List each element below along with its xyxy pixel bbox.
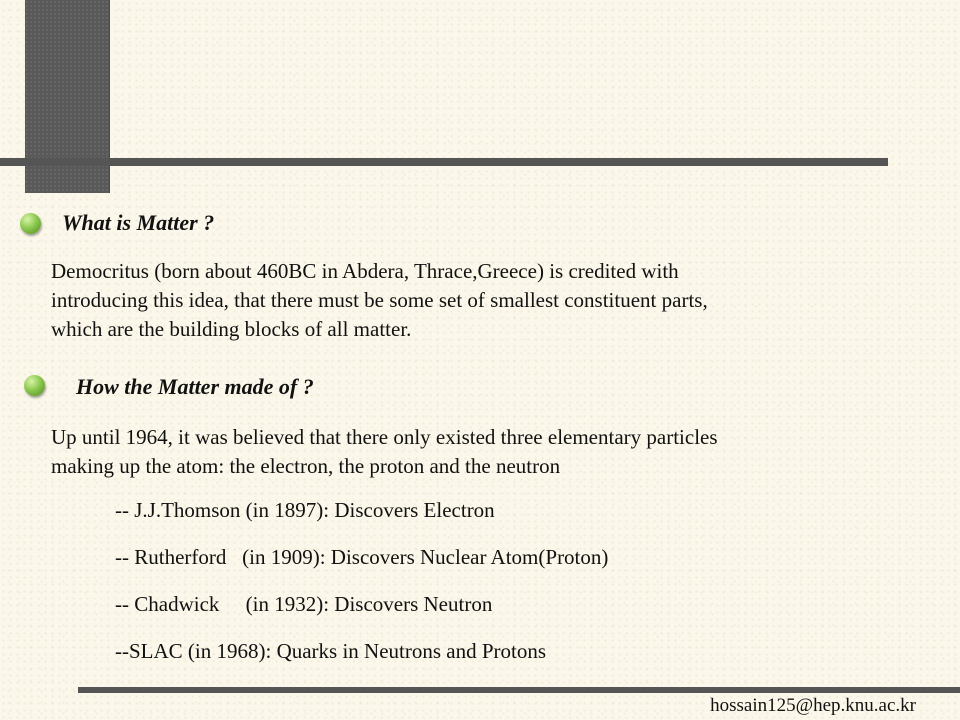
timeline-item-slac: --SLAC (in 1968): Quarks in Neutrons and Protons [115,639,547,663]
matter-composition-heading: How the Matter made of ? [76,374,314,399]
elementary-particles-paragraph: Up until 1964, it was believed that there only existed three elementary particles making up the atom: the electron, the proton and the neutron [51,425,718,478]
green-bullet-icon [20,213,41,234]
footer-email: hossain125@hep.knu.ac.kr [710,695,916,716]
decorative-bottom-rule [78,687,960,693]
timeline-item-thomson: -- J.J.Thomson (in 1897): Discovers Electron [115,498,495,522]
green-bullet-icon [24,375,45,396]
what-is-matter-heading: What is Matter ? [62,210,215,235]
democritus-paragraph: Democritus (born about 460BC in Abdera, Thrace,Greece) is credited with introducing this idea, that there must be some set of smallest constituent parts, which are the building blocks of all matter. [51,259,708,341]
timeline-item-rutherford: -- Rutherford (in 1909): Discovers Nuclear Atom(Proton) [115,545,609,569]
decorative-top-rule [0,158,888,166]
discovery-timeline [115,496,875,684]
timeline-item-chadwick: -- Chadwick (in 1932): Discovers Neutron [115,592,493,616]
